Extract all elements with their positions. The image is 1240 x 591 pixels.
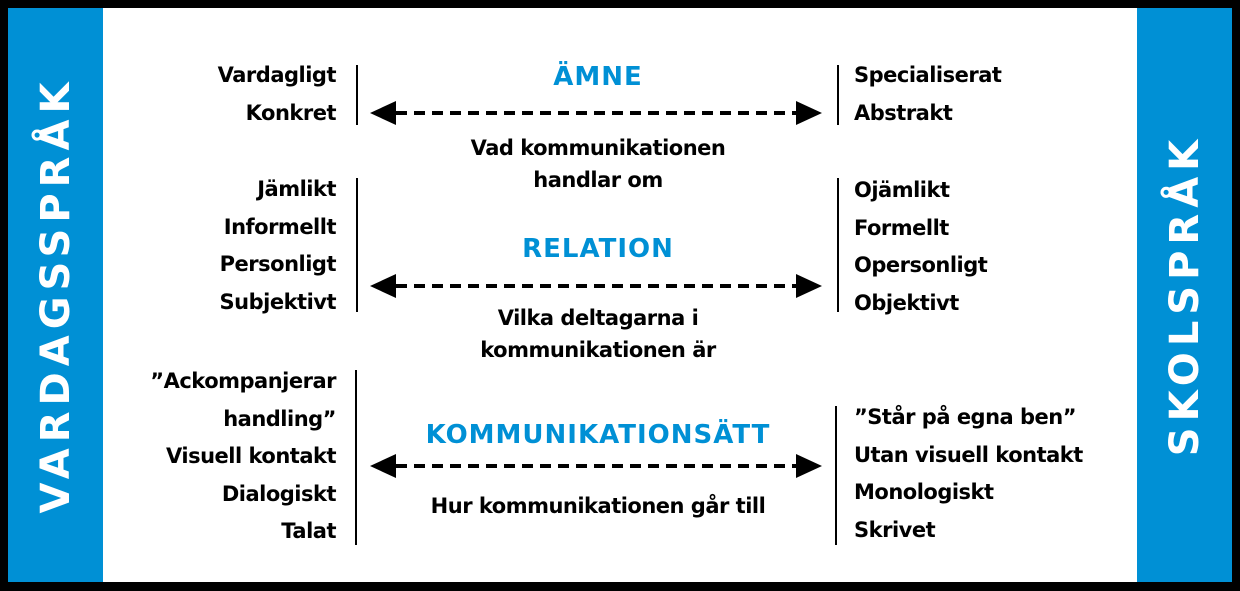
amne-right-list [854,57,1001,132]
diagram-frame [8,8,1231,582]
double-arrow-icon [370,271,822,301]
list-item: Dialogiskt [221,481,336,506]
skolsprak-bar [1137,8,1232,582]
kommunikationssatt-description: Hur kommunikationen går till [430,494,766,518]
list-item: Utan visuell kontakt [854,442,1083,467]
list-item: Jämlikt [257,177,336,201]
kommunikationssatt-heading: KOMMUNIKATIONSÄTT [425,420,771,450]
list-item: Abstrakt [854,100,953,125]
list-item: Visuell kontakt [166,444,336,468]
list-item: Formellt [854,215,949,240]
list-item: Monologiskt [854,480,994,504]
list-item: ”Står på egna ben” [854,405,1077,429]
double-arrow-icon [370,98,822,128]
list-item: Subjektivt [219,289,336,314]
skolsprak-label: SKOLSPRÅK [1161,133,1208,457]
list-item: Ojämlikt [854,178,950,202]
list-item: ”Ackompanjerar [150,369,336,393]
list-item: Objektivt [854,290,959,315]
relation-left-list [220,171,336,321]
list-item: Vardagligt [217,63,336,87]
vardagssprak-label: VARDAGSSPRÅK [32,76,79,514]
kommunikationssatt-left-list [150,363,336,551]
list-item: Opersonligt [854,253,988,277]
relation-right-list [854,172,987,322]
kommunikationssatt-left-divider [355,370,357,545]
relation-description: Vilka deltagarna i kommunikationen är [480,306,716,362]
list-item: Personligt [219,252,336,276]
list-item: Specialiserat [854,63,1002,87]
vardagssprak-bar [8,8,103,582]
double-arrow-icon [370,451,822,481]
list-item: Talat [281,519,336,543]
amne-right-divider [837,65,839,125]
relation-right-divider [837,178,839,312]
amne-description: Vad kommunikationen handlar om [470,136,726,192]
relation-heading: RELATION [522,234,674,264]
list-item: Skrivet [854,517,936,542]
list-item: handling” [223,406,336,431]
kommunikationssatt-right-divider [835,406,837,545]
list-item: Konkret [245,100,336,125]
list-item: Informellt [223,214,336,239]
amne-left-list [218,57,336,132]
amne-heading: ÄMNE [553,62,643,92]
kommunikationssatt-right-list [854,399,1083,549]
